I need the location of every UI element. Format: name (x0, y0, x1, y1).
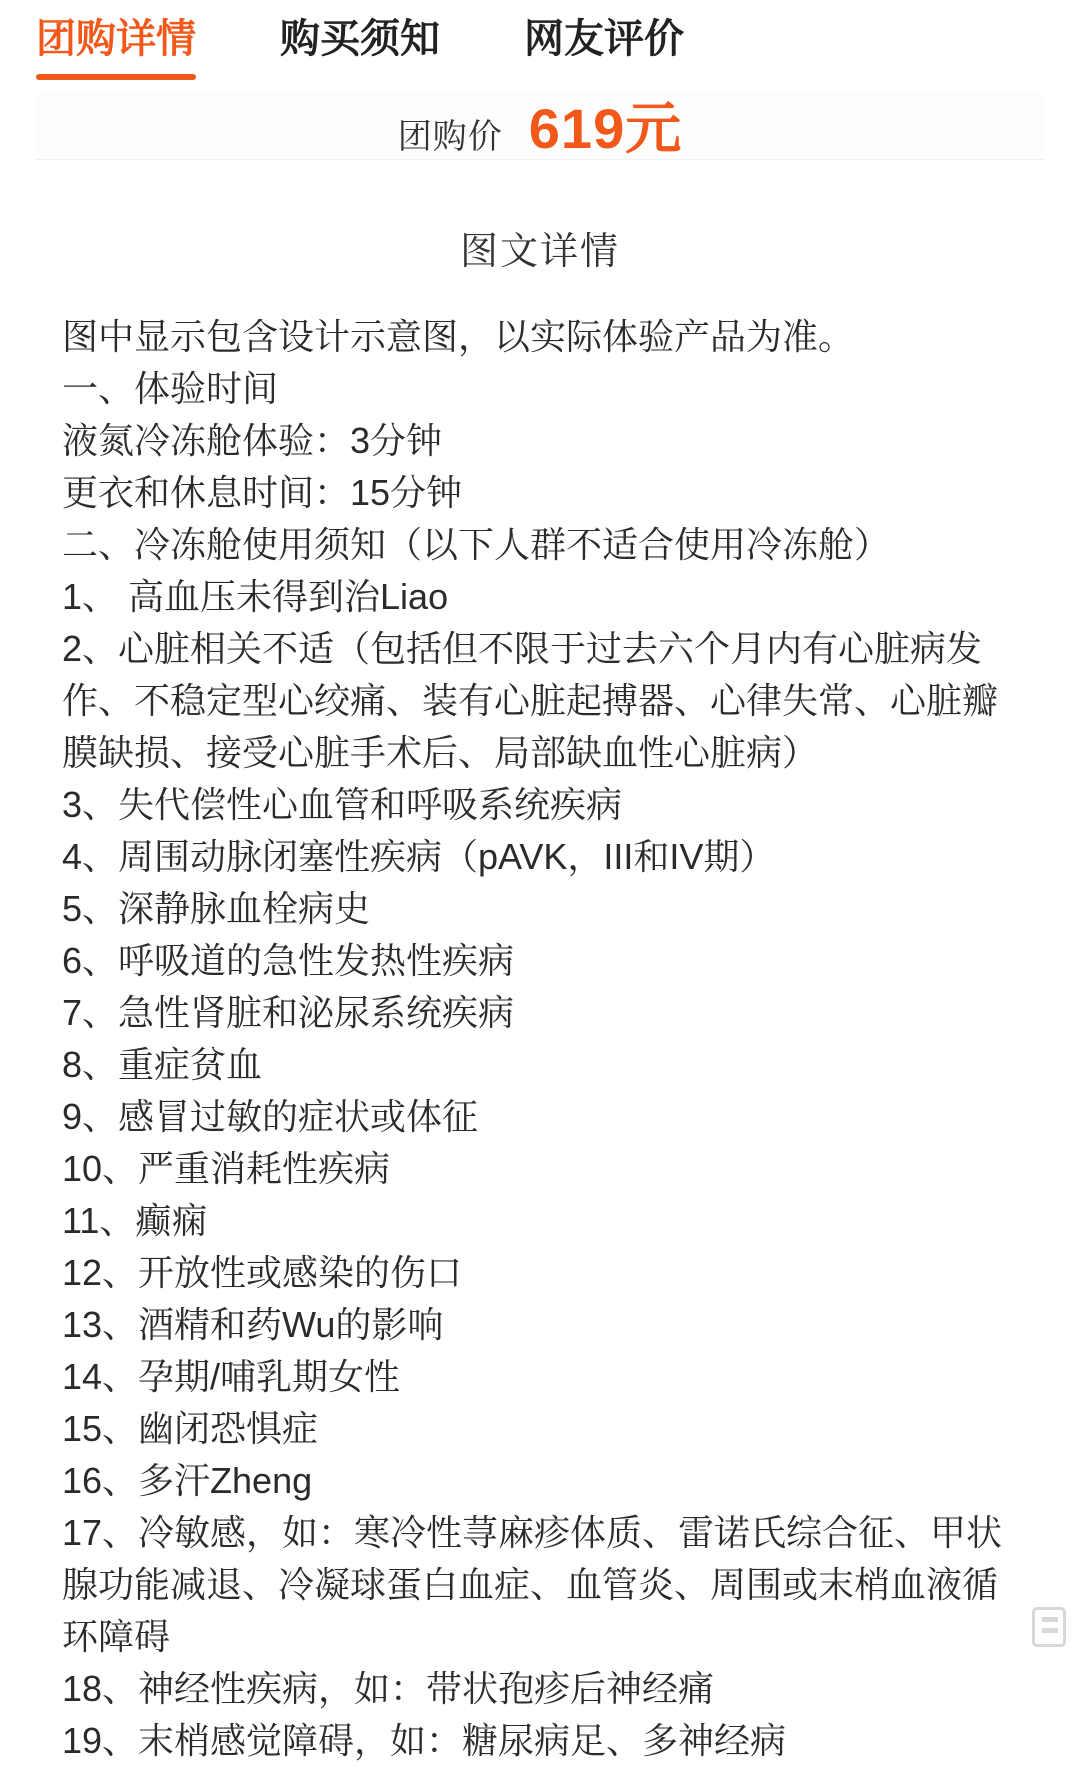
detail-line: 12、开放性或感染的伤口 (62, 1252, 463, 1293)
detail-line: 16、多汗Zheng (62, 1460, 313, 1501)
detail-line: 19、末梢感觉障碍，如：糖尿病足、多神经病 (62, 1720, 787, 1761)
floating-note-icon[interactable] (1032, 1607, 1066, 1647)
detail-line: 15、幽闭恐惧症 (62, 1408, 319, 1449)
detail-line: 5、深静脉血栓病史 (62, 888, 371, 929)
detail-line: 7、急性肾脏和泌尿系统疾病 (62, 992, 515, 1033)
detail-line: 11、癫痫 (62, 1200, 208, 1241)
tab-bar (0, 0, 1080, 92)
price-strip-inner (36, 85, 1044, 165)
detail-line: 17、冷敏感，如：寒冷性荨麻疹体质、雷诺氏综合征、甲状腺功能减退、冷凝球蛋白血症、血管炎、周围或末梢血液循环障碍 (62, 1512, 1003, 1657)
tab-label: 购买须知 (280, 17, 440, 61)
detail-line: 液氮冷冻舱体验：3分钟 (62, 420, 443, 461)
tab-user-reviews[interactable] (518, 0, 690, 74)
detail-body (36, 311, 1044, 1767)
tab-purchase-notice[interactable] (274, 0, 446, 74)
detail-title: 图文详情 (459, 231, 620, 273)
detail-card (36, 176, 1044, 1777)
detail-line: 10、严重消耗性疾病 (62, 1148, 391, 1189)
detail-line: 6、呼吸道的急性发热性疾病 (62, 940, 515, 981)
tab-label: 团购详情 (36, 17, 196, 61)
price-strip (36, 92, 1044, 160)
detail-line: 二、冷冻舱使用须知（以下人群不适合使用冷冻舱） (62, 524, 891, 565)
detail-line: 9、感冒过敏的症状或体征 (62, 1096, 479, 1137)
detail-line: 4、周围动脉闭塞性疾病（pAVK，III和IV期） (62, 836, 776, 877)
detail-line: 更衣和休息时间：15分钟 (62, 472, 463, 513)
price-label: 团购价 (397, 118, 503, 156)
price-value: 619元 (528, 97, 683, 160)
detail-line: 1、 高血压未得到治Liao (62, 576, 449, 617)
detail-line: 8、重症贫血 (62, 1044, 263, 1085)
detail-line: 一、体验时间 (62, 368, 279, 409)
detail-line: 14、孕期/哺乳期女性 (62, 1356, 401, 1397)
tab-label: 网友评价 (524, 17, 684, 61)
detail-line: 3、失代偿性心血管和呼吸系统疾病 (62, 784, 623, 825)
detail-line: 18、神经性疾病，如：带状孢疹后神经痛 (62, 1668, 715, 1709)
detail-line: 2、心脏相关不适（包括但不限于过去六个月内有心脏病发作、不稳定型心绞痛、装有心脏起搏器、心律失常、心脏瓣膜缺损、接受心脏手术后、局部缺血性心脏病） (62, 628, 999, 773)
tab-groupon-detail[interactable] (30, 0, 202, 74)
detail-line: 图中显示包含设计示意图，以实际体验产品为准。 (62, 316, 855, 357)
detail-line: 13、酒精和药Wu的影响 (62, 1304, 444, 1345)
